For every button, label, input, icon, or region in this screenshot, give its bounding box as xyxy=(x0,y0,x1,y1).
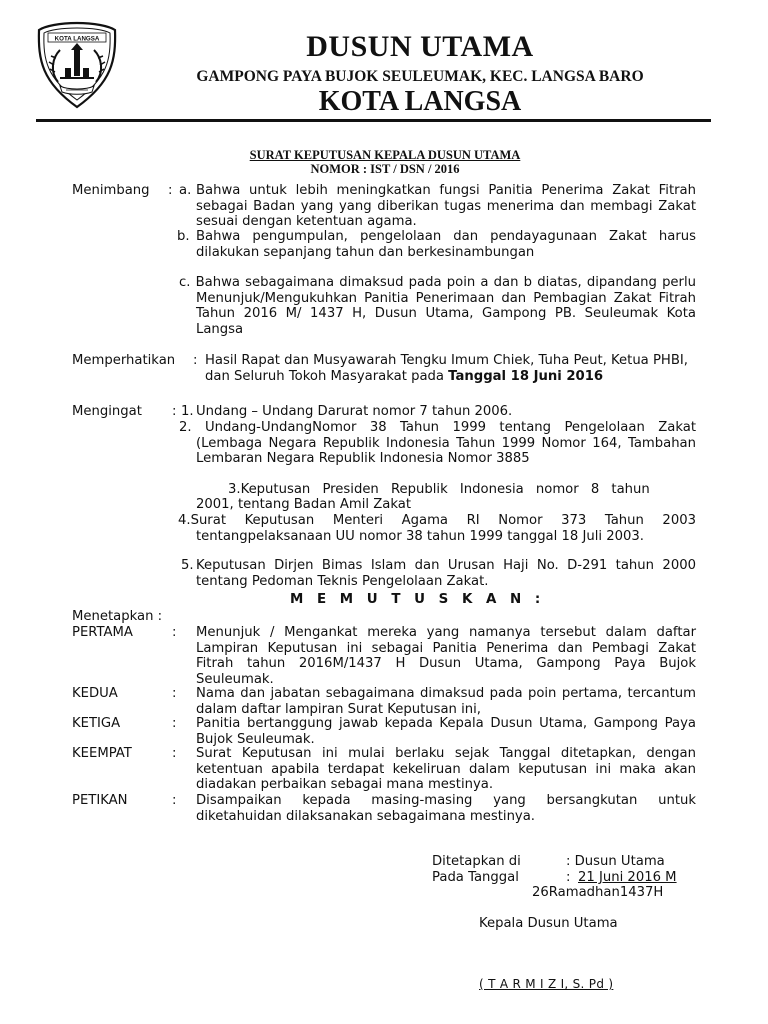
document-number: NOMOR : IST / DSN / 2016 xyxy=(310,162,460,176)
ketiga-label: KETIGA xyxy=(72,716,121,731)
memperhatikan-date: Tanggal 18 Juni 2016 xyxy=(448,368,604,384)
menimbang-b-text: Bahwa pengumpulan, pengelolaan dan pendayagunaan Zakat harus dilakukan sepanjang tahun dan berkesinambungan xyxy=(196,229,696,260)
menetapkan-label: Menetapkan : xyxy=(72,609,163,624)
ketiga-colon: : xyxy=(172,716,177,731)
menimbang-label: Menimbang xyxy=(72,183,150,198)
mengingat-4 xyxy=(178,513,696,544)
signer-position: Kepala Dusun Utama xyxy=(479,916,618,931)
kedua-colon: : xyxy=(172,686,177,701)
tanggal-label: Pada Tanggal xyxy=(432,870,519,885)
mengingat-2 xyxy=(179,420,696,467)
ditetapkan-label: Ditetapkan di xyxy=(432,854,521,869)
tanggal-value: 21 Juni 2016 M xyxy=(578,870,677,885)
emblem-text: KOTA LANGSA xyxy=(54,35,100,43)
mengingat-5-marker: 5. xyxy=(181,558,194,573)
hijri-date: 26Ramadhan1437H xyxy=(532,885,664,900)
mengingat-1-text: Undang – Undang Darurat nomor 7 tahun 2006. xyxy=(196,404,513,419)
header-title: DUSUN UTAMA xyxy=(306,30,534,63)
mengingat-3-rest: 2001, tentang Badan Amil Zakat xyxy=(196,497,412,512)
menimbang-b-marker: b. xyxy=(177,229,190,244)
mengingat-label: Mengingat xyxy=(72,404,142,419)
tanggal-colon: : xyxy=(566,870,571,885)
header-city: KOTA LANGSA xyxy=(318,86,522,117)
mengingat-4-text: 4.Surat Keputusan Menteri Agama RI Nomor 373 Tahun 2003 tentangpelaksanaan UU nomor 38 tahun 1999 tanggal 18 Juli 2003. xyxy=(178,513,696,544)
keempat-label: KEEMPAT xyxy=(72,746,132,761)
menimbang-a-marker: a. xyxy=(179,183,192,198)
petikan-text: Disampaikan kepada masing-masing yang bersangkutan untuk diketahuidan dilaksanakan sebagaimana mestinya. xyxy=(196,793,696,824)
mengingat-colon: : xyxy=(172,404,177,419)
pertama-label: PERTAMA xyxy=(72,625,133,640)
header-divider xyxy=(36,119,711,122)
menimbang-colon: : xyxy=(168,183,173,198)
kedua-label: KEDUA xyxy=(72,686,118,701)
kedua-text: Nama dan jabatan sebagaimana dimaksud pada poin pertama, tercantum dalam daftar lampiran Surat Keputusan ini, xyxy=(196,686,696,717)
kota-langsa-emblem xyxy=(36,20,118,110)
menimbang-c-line: c. Bahwa sebagaimana dimaksud pada poin a dan b diatas, dipandang perlu Menunjuk/Mengukuhkan Panitia Penerimaan dan Pembagian Zakat Fitrah Tahun 2016 M/ 1437 H, Dusun Utama, Gampong PB. Seuleumak Kota Langsa xyxy=(179,275,696,337)
keempat-text: Surat Keputusan ini mulai berlaku sejak Tanggal ditetapkan, dengan ketentuan apabila terdapat kekeliruan dalam keputusan ini maka akan diadakan perbaikan sebagai mana mestinya. xyxy=(196,746,696,793)
memutuskan-heading: M E M U T U S K A N : xyxy=(290,592,545,607)
ketiga-text: Panitia bertanggung jawab kepada Kepala Dusun Utama, Gampong Paya Bujok Seuleumak. xyxy=(196,716,696,747)
mengingat-2-text: 2. Undang-UndangNomor 38 Tahun 1999 tentang Pengelolaan Zakat (Lembaga Negara Republik Indonesia Tahun 1999 Nomor 164, Tambahan Lembaran Negara Republik Indonesia Nomor 3885 xyxy=(179,420,696,467)
memperhatikan-label: Memperhatikan xyxy=(72,353,176,368)
signer-name: ( T A R M I Z I, S. Pd ) xyxy=(479,977,614,991)
mengingat-5-text: Keputusan Dirjen Bimas Islam dan Urusan Haji No. D-291 tahun 2000 tentang Pedoman Teknis Pengelolaan Zakat. xyxy=(196,558,696,589)
memperhatikan-text xyxy=(205,353,697,384)
keempat-colon: : xyxy=(172,746,177,761)
petikan-colon: : xyxy=(172,793,177,808)
menimbang-c-text xyxy=(179,275,696,337)
mengingat-1-marker: 1. xyxy=(181,404,194,419)
pertama-colon: : xyxy=(172,625,177,640)
ditetapkan-value: : Dusun Utama xyxy=(566,854,665,869)
mengingat-3-first: 3.Keputusan Presiden Republik Indonesia nomor 8 tahun xyxy=(228,482,650,497)
header-subtitle: GAMPONG PAYA BUJOK SEULEUMAK, KEC. LANGSA BARO xyxy=(196,68,644,85)
memperhatikan-colon: : xyxy=(193,353,198,368)
menimbang-a-text: Bahwa untuk lebih meningkatkan fungsi Panitia Penerima Zakat Fitrah sebagai Badan yang yang diberikan tugas menerima dan membagi Zakat sesuai dengan ketentuan agama. xyxy=(196,183,696,230)
document-title: SURAT KEPUTUSAN KEPALA DUSUN UTAMA xyxy=(249,148,521,162)
memperhatikan-body: Hasil Rapat dan Musyawarah Tengku Imum Chiek, Tuha Peut, Ketua PHBI, dan Seluruh Tokoh Masyarakat pada xyxy=(205,353,688,384)
pertama-text: Menunjuk / Mengankat mereka yang namanya tersebut dalam daftar Lampiran Keputusan ini sebagai Panitia Penerima dan Pembagi Zakat Fitrah tahun 2016M/1437 H Dusun Utama, Gampong Paya Bujok Seuleumak. xyxy=(196,625,696,687)
petikan-label: PETIKAN xyxy=(72,793,128,808)
